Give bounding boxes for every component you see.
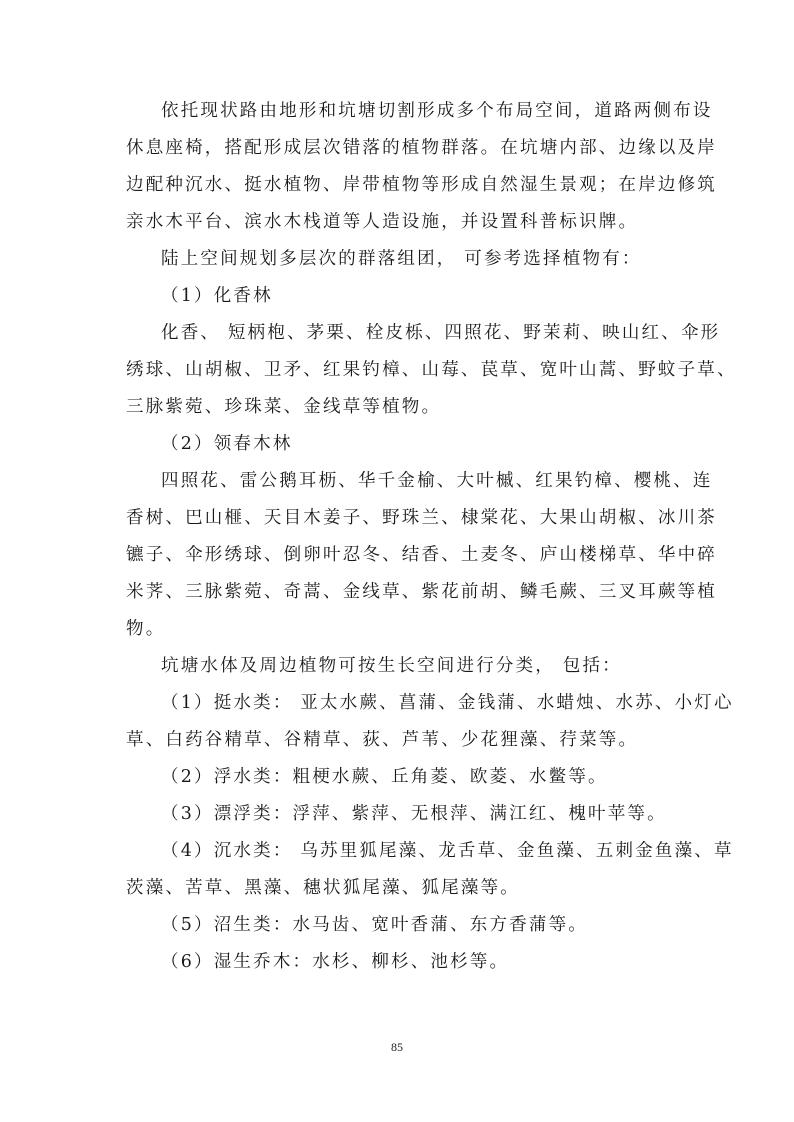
text-line: 物。 xyxy=(126,619,166,639)
text-line: 边配种沉水、挺水植物、岸带植物等形成自然湿生景观；在岸边修筑 xyxy=(126,175,717,195)
page-number: 85 xyxy=(391,1040,403,1054)
text-line: 绣球、山胡椒、卫矛、红果钓樟、山莓、苠草、宽叶山蒿、野蚊子草、 xyxy=(126,360,737,380)
text-line: （1）挺水类： 亚太水蕨、菖蒲、金钱蒲、水蜡烛、水苏、小灯心 xyxy=(161,693,734,713)
text-line: 休息座椅，搭配形成层次错落的植物群落。在坑塘内部、边缘以及岸 xyxy=(126,138,717,158)
text-line: 镳子、伞形绣球、倒卵叶忍冬、结香、土麦冬、庐山楼梯草、华中碎 xyxy=(126,545,717,565)
text-line: 香树、巴山榧、天目木姜子、野珠兰、棣棠花、大果山胡椒、冰川茶 xyxy=(126,508,717,528)
text-line: 草、白药谷精草、谷精草、荻、芦苇、少花狸藻、荇菜等。 xyxy=(126,730,639,750)
text-line: 陆上空间规划多层次的群落组团， 可参考选择植物有： xyxy=(161,249,642,269)
text-line: 依托现状路由地形和坑塘切割形成多个布局空间，道路两侧布设 xyxy=(161,101,713,121)
text-line: （6）湿生乔木：水杉、柳杉、池杉等。 xyxy=(161,952,510,972)
text-line: （2）浮水类：粗梗水蕨、丘角菱、欧菱、水鳖等。 xyxy=(161,767,608,787)
text-line: （4）沉水类： 乌苏里狐尾藻、龙舌草、金鱼藻、五刺金鱼藻、草 xyxy=(161,841,734,861)
text-line: （1）化香林 xyxy=(161,286,273,306)
text-line: 四照花、雷公鹅耳枥、华千金榆、大叶槭、红果钓樟、樱桃、连 xyxy=(161,471,713,491)
text-line: 米荠、三脉紫菀、奇蒿、金线草、紫花前胡、鳞毛蕨、三叉耳蕨等植 xyxy=(126,582,717,602)
text-line: （5）沼生类：水马齿、宽叶香蒲、东方香蒲等。 xyxy=(161,915,589,935)
text-line: 化香、 短柄枹、茅栗、栓皮栎、四照花、野茉莉、映山红、伞形 xyxy=(161,323,721,343)
text-line: 亲水木平台、滨水木栈道等人造设施，并设置科普标识牌。 xyxy=(126,212,639,232)
text-line: 茨藻、苦草、黑藻、穗状狐尾藻、狐尾藻等。 xyxy=(126,878,520,898)
text-line: 坑塘水体及周边植物可按生长空间进行分类， 包括： xyxy=(161,656,622,676)
text-line: 三脉紫菀、珍珠菜、金线草等植物。 xyxy=(126,397,442,417)
text-line: （2）领春木林 xyxy=(161,434,293,454)
text-line: （3）漂浮类：浮萍、紫萍、无根萍、满江红、槐叶苹等。 xyxy=(161,804,667,824)
